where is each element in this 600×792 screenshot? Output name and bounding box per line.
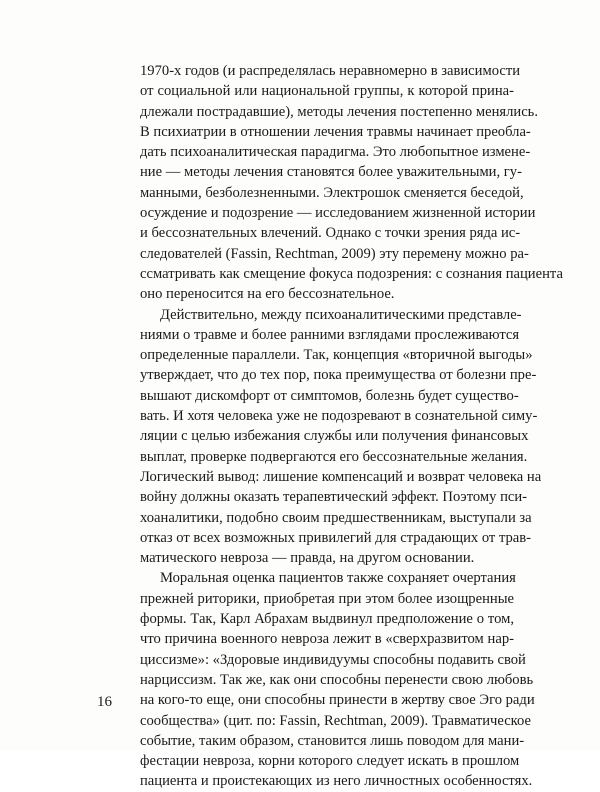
- text-line: сообщества» (цит. по: Fassin, Rechtman, 2009). Травматическое: [140, 712, 531, 729]
- text-line: ссматривать как смещение фокуса подозрения: с сознания пациента: [140, 265, 563, 282]
- text-line: от социальной или национальной группы, к которой прина-: [140, 83, 514, 100]
- paragraph-2: [140, 305, 542, 569]
- text-line: и бессознательных влечений. Однако с точки зрения ряда ис-: [140, 225, 521, 242]
- text-line: дать психоаналитическая парадигма. Это любопытное измене-: [140, 144, 531, 161]
- text-line: пациента и проистекающих из него личностных особенностях.: [140, 773, 533, 790]
- text-line: определенные параллели. Так, концепция «вторичной выгоды»: [140, 347, 533, 364]
- text-line: следователей (Fassin, Rechtman, 2009) эту перемену можно ра-: [140, 245, 529, 262]
- text-line: нарциссизм. Так же, как они способны перенести свою любовь: [140, 671, 534, 688]
- text-line: Моральная оценка пациентов также сохраняет очертания: [160, 570, 516, 587]
- text-line: утверждает, что до тех пор, пока преимущества от болезни пре-: [140, 367, 537, 384]
- text-line: отказ от всех возможных привилегий для страдающих от трав-: [140, 529, 532, 546]
- paragraph-1: [140, 61, 563, 305]
- text-line: на кого-то еще, они способны принести в жертву свое Эго ради: [140, 692, 535, 709]
- text-line: 1970-х годов (и распределялась неравномерно в зависимости: [140, 63, 521, 79]
- text-line: что причина военного невроза лежит в «сверхразвитом нар-: [140, 631, 514, 648]
- body-text: [140, 61, 563, 792]
- text-line: выплат, проверке подвергаются его бессознательные желания.: [140, 448, 528, 465]
- text-line: ние — методы лечения становятся более уважительными, гу-: [140, 164, 522, 181]
- text-line: событие, таким образом, становится лишь поводом для мани-: [140, 732, 525, 749]
- text-line: фестации невроза, корни которого следует искать в прошлом: [140, 753, 520, 770]
- text-line: манными, безболезненными. Электрошок сменяется беседой,: [140, 184, 524, 201]
- text-line: Логический вывод: лишение компенсаций и возврат человека на: [140, 468, 542, 485]
- text-line: циссизме»: «Здоровые индивидуумы способны подавить свой: [140, 651, 526, 668]
- text-line: В психиатрии в отношении лечения травмы начинает преобла-: [140, 123, 531, 140]
- text-line: осуждение и подозрение — исследованием жизненной истории: [140, 205, 536, 222]
- text-line: ляции с целью избежания службы или получения финансовых: [140, 428, 529, 445]
- text-line: оно переносится на его бессознательное.: [140, 286, 395, 303]
- page-number: 16: [97, 694, 112, 710]
- text-line: Действительно, между психоаналитическими представле-: [160, 306, 522, 323]
- text-line: вышают дискомфорт от симптомов, болезнь будет существо-: [140, 387, 519, 404]
- text-line: хоаналитики, подобно своим предшественникам, выступали за: [140, 509, 532, 526]
- text-line: войну должны оказать терапевтический эффект. Поэтому пси-: [140, 489, 528, 506]
- text-line: прежней риторики, приобретая при этом более изощренные: [140, 590, 514, 607]
- text-line: формы. Так, Карл Абрахам выдвинул предположение о том,: [140, 611, 514, 628]
- text-line: ниями о травме и более ранними взглядами прослеживаются: [140, 326, 520, 343]
- text-line: матического невроза — правда, на другом основании.: [140, 550, 475, 567]
- paragraph-3: [140, 568, 535, 791]
- text-line: длежали пострадавшие), методы лечения постепенно менялись.: [140, 103, 538, 120]
- text-line: вать. И хотя человека уже не подозревают в сознательной симу-: [140, 408, 538, 425]
